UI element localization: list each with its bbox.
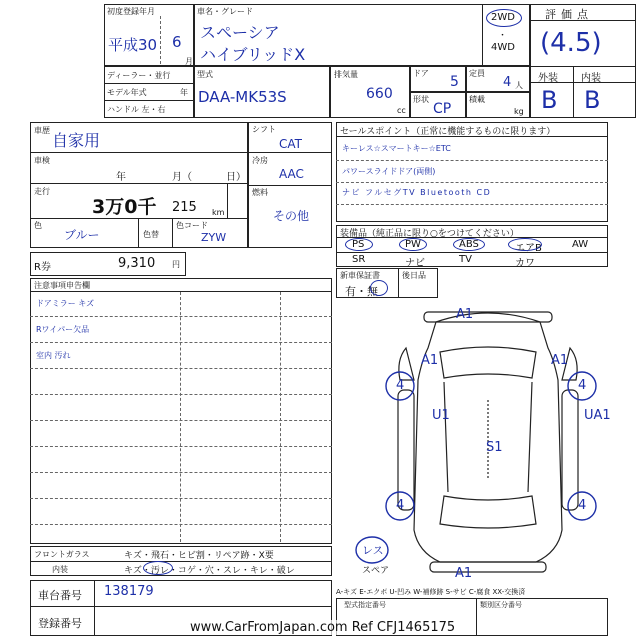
car-rear-bumper bbox=[430, 562, 546, 572]
notes-row-line bbox=[30, 316, 332, 317]
shape-label: 形状 bbox=[413, 95, 429, 104]
ac-label: 冷房 bbox=[252, 156, 268, 165]
legend-divider bbox=[476, 598, 477, 636]
equip-item: エアB bbox=[515, 243, 542, 254]
door-label: ドア bbox=[413, 69, 429, 78]
notes-row-line bbox=[30, 498, 332, 499]
color-label: 色 bbox=[34, 221, 42, 230]
reg-label: 登録番号 bbox=[38, 617, 82, 630]
fuel: その他 bbox=[273, 209, 310, 223]
notes-row-line bbox=[30, 420, 332, 421]
specs-left-line1 bbox=[104, 83, 194, 84]
car-left-mirror bbox=[399, 348, 414, 380]
sales-line1 bbox=[336, 160, 608, 161]
damage-left-side: U1 bbox=[432, 408, 450, 423]
sales-point-1: キーレス☆スマートキー☆ETC bbox=[342, 144, 451, 153]
model-code: DAA-MK53S bbox=[198, 88, 287, 106]
equip-item: ABS bbox=[459, 239, 479, 250]
category: 自家用 bbox=[52, 131, 101, 150]
chassis-line bbox=[30, 606, 332, 607]
interior-damage-label: 内装 bbox=[52, 565, 68, 574]
drive-4wd: 4WD bbox=[491, 42, 515, 53]
note-3: 室内 汚れ bbox=[36, 351, 71, 360]
month-unit: 月 bbox=[185, 57, 193, 66]
year-unit: 年 bbox=[180, 88, 188, 97]
info-line2 bbox=[30, 183, 248, 184]
damage-tire-fr: 4 bbox=[578, 378, 587, 393]
warranty-no: 無 bbox=[367, 285, 378, 298]
inspection-day: 日） bbox=[226, 172, 246, 183]
warranty-yes: 有 bbox=[345, 285, 356, 298]
equip-circle-abs bbox=[453, 238, 485, 251]
warranty-sep: ・ bbox=[356, 285, 367, 298]
first-reg-era: 平成30 bbox=[108, 36, 158, 54]
km-unit: km bbox=[212, 208, 225, 217]
damage-top: A1 bbox=[456, 307, 474, 322]
damage-tire-rl: 4 bbox=[396, 498, 405, 513]
damage-left-front: A1 bbox=[421, 353, 439, 368]
interior-label: 内装 bbox=[581, 73, 601, 84]
kg-unit: kg bbox=[514, 107, 524, 116]
inspection-label: 車検 bbox=[34, 156, 50, 165]
interior-grade: B bbox=[584, 86, 601, 114]
equip-item: TV bbox=[459, 254, 472, 265]
damage-tire-rr: 4 bbox=[578, 498, 587, 513]
notes-box bbox=[30, 278, 332, 544]
equipment-title: 装備品（純正品に限り○をつけてください） bbox=[340, 229, 519, 239]
recycle-box bbox=[30, 252, 186, 276]
first-reg-label: 初度登録年月 bbox=[107, 7, 155, 16]
after-label: 後日品 bbox=[402, 271, 426, 280]
equip-item: PS bbox=[352, 239, 365, 250]
grade: ハイブリッドX bbox=[200, 45, 306, 64]
km-divider bbox=[227, 183, 228, 218]
drive-dot: ・ bbox=[498, 31, 508, 41]
exterior-grade: B bbox=[541, 86, 558, 114]
recycle-label: R券 bbox=[34, 262, 51, 273]
notes-vdash2 bbox=[280, 292, 281, 542]
shift-label: シフト bbox=[252, 125, 276, 134]
equip-item: ナビ bbox=[405, 258, 425, 269]
category-label: 車歴 bbox=[34, 126, 50, 135]
inspection-month: 月（ bbox=[172, 172, 192, 183]
capacity: 4 bbox=[503, 75, 512, 90]
warranty-label: 新車保証書 bbox=[340, 271, 380, 280]
specs-left-line2 bbox=[104, 100, 194, 101]
drive-divider bbox=[482, 4, 483, 66]
notes-row-line bbox=[30, 524, 332, 525]
fuel-label: 燃料 bbox=[252, 188, 268, 197]
mileage: 3万0千 bbox=[92, 196, 157, 218]
car-name: スペーシア bbox=[200, 23, 280, 42]
front-glass-label: フロントガラス bbox=[34, 550, 90, 559]
chassis-number: 138179 bbox=[104, 584, 154, 599]
notes-row-line bbox=[30, 446, 332, 447]
spare-tire-mark: レス bbox=[362, 544, 384, 557]
equip-item: SR bbox=[352, 254, 366, 265]
notes-title-line bbox=[30, 291, 332, 292]
notes-row-line bbox=[30, 342, 332, 343]
chassis-label: 車台番号 bbox=[38, 589, 82, 602]
first-reg-divider bbox=[160, 16, 161, 64]
interior-stain-circle bbox=[143, 561, 173, 575]
car-windshield bbox=[440, 347, 536, 378]
sales-line0 bbox=[336, 136, 608, 137]
car-right-side bbox=[562, 390, 578, 510]
model-year-label: モデル年式 bbox=[107, 88, 147, 97]
notes-row-line bbox=[30, 368, 332, 369]
shape: CP bbox=[433, 101, 452, 117]
color-code: ZYW bbox=[201, 231, 227, 244]
damage-tire-fl: 4 bbox=[396, 378, 405, 393]
equip-item: カワ bbox=[515, 258, 535, 269]
equip-item: PW bbox=[405, 239, 421, 250]
model-number-label: 型式指定番号 bbox=[344, 601, 386, 609]
car-rear-window bbox=[440, 496, 536, 528]
load-label: 積載 bbox=[469, 95, 485, 104]
notes-row-line bbox=[30, 472, 332, 473]
mileage-label: 走行 bbox=[34, 187, 50, 196]
displacement-label: 排気量 bbox=[334, 70, 358, 79]
watermark: www.CarFromJapan.com Ref CFJ1465175 bbox=[190, 620, 456, 635]
notes-row-line bbox=[30, 394, 332, 395]
eval-grade-divider bbox=[573, 66, 574, 118]
mileage-small: 215 bbox=[172, 200, 197, 215]
color-code-label: 色コード bbox=[176, 221, 208, 230]
class-number-label: 類別区分番号 bbox=[480, 601, 522, 609]
equip-circle-airbag bbox=[508, 238, 542, 251]
equip-circle-ps bbox=[345, 238, 373, 251]
eval-score: (4.5) bbox=[540, 28, 602, 58]
sales-line2 bbox=[336, 182, 608, 183]
sales-point-2: パワースライドドア(両側) bbox=[342, 167, 436, 176]
front-glass-value: キズ・飛石・ヒビ割・リペア跡・X要 bbox=[124, 551, 274, 561]
dealer-label: ディーラー・並行 bbox=[107, 71, 171, 80]
legend-text: A-キズ E-エクボ U-凹み W-補修跡 S-サビ C-腐食 XX-交換済 bbox=[336, 588, 526, 596]
inspection-year: 年 bbox=[116, 172, 126, 183]
recycle: 9,310 bbox=[118, 256, 156, 271]
car-name-label: 車名・グレード bbox=[197, 7, 253, 16]
equip-circle-pw bbox=[399, 238, 427, 251]
displacement: 660 bbox=[366, 86, 393, 102]
yen-unit: 円 bbox=[172, 260, 180, 269]
notes-title: 注意事項申告欄 bbox=[34, 281, 90, 290]
shift-line1 bbox=[248, 152, 332, 153]
capacity-label: 定員 bbox=[469, 69, 485, 78]
color-change-label: 色替 bbox=[143, 230, 159, 239]
info-line3 bbox=[30, 218, 248, 219]
damage-right-front: A1 bbox=[551, 353, 569, 368]
note-1: ドアミラー キズ bbox=[36, 299, 95, 308]
ac: AAC bbox=[279, 167, 304, 181]
warranty-no-circle bbox=[370, 280, 388, 296]
cc-unit: cc bbox=[397, 106, 406, 115]
model-code-label: 型式 bbox=[197, 70, 213, 79]
interior-damage-value: キズ・汚レ・コゲ・穴・スレ・キレ・破レ bbox=[124, 566, 295, 576]
eval-label: 評価点 bbox=[545, 8, 593, 21]
color-divider2 bbox=[172, 218, 173, 248]
spare-label: スペア bbox=[362, 566, 390, 576]
shift: CAT bbox=[279, 137, 302, 151]
glass-line bbox=[30, 561, 332, 562]
notes-vdash1 bbox=[180, 292, 181, 542]
capacity-unit: 人 bbox=[515, 81, 523, 90]
sales-line3 bbox=[336, 204, 608, 205]
info-line1 bbox=[30, 152, 248, 153]
sales-point-3: ナビ フルセグTV Bluetooth CD bbox=[342, 188, 492, 197]
color: ブルー bbox=[64, 228, 100, 242]
note-2: Rワイパー欠品 bbox=[36, 325, 90, 334]
equip-line2 bbox=[336, 252, 608, 253]
damage-right-side: UA1 bbox=[584, 408, 611, 423]
doors: 5 bbox=[450, 74, 459, 90]
sales-points-title: セールスポイント（正常に機能するものに限ります） bbox=[340, 127, 556, 137]
equip-item: AW bbox=[572, 239, 589, 250]
chassis-divider bbox=[94, 580, 95, 636]
shift-line2 bbox=[248, 185, 332, 186]
handle-label: ハンドル 左・右 bbox=[107, 105, 166, 114]
color-divider1 bbox=[138, 218, 139, 248]
eval-grade-line bbox=[530, 66, 636, 67]
exterior-label: 外装 bbox=[538, 73, 558, 84]
drive-2wd: 2WD bbox=[491, 12, 515, 23]
first-reg-month: 6 bbox=[172, 33, 182, 51]
damage-bottom: A1 bbox=[455, 566, 473, 581]
damage-roof: S1 bbox=[486, 440, 503, 455]
